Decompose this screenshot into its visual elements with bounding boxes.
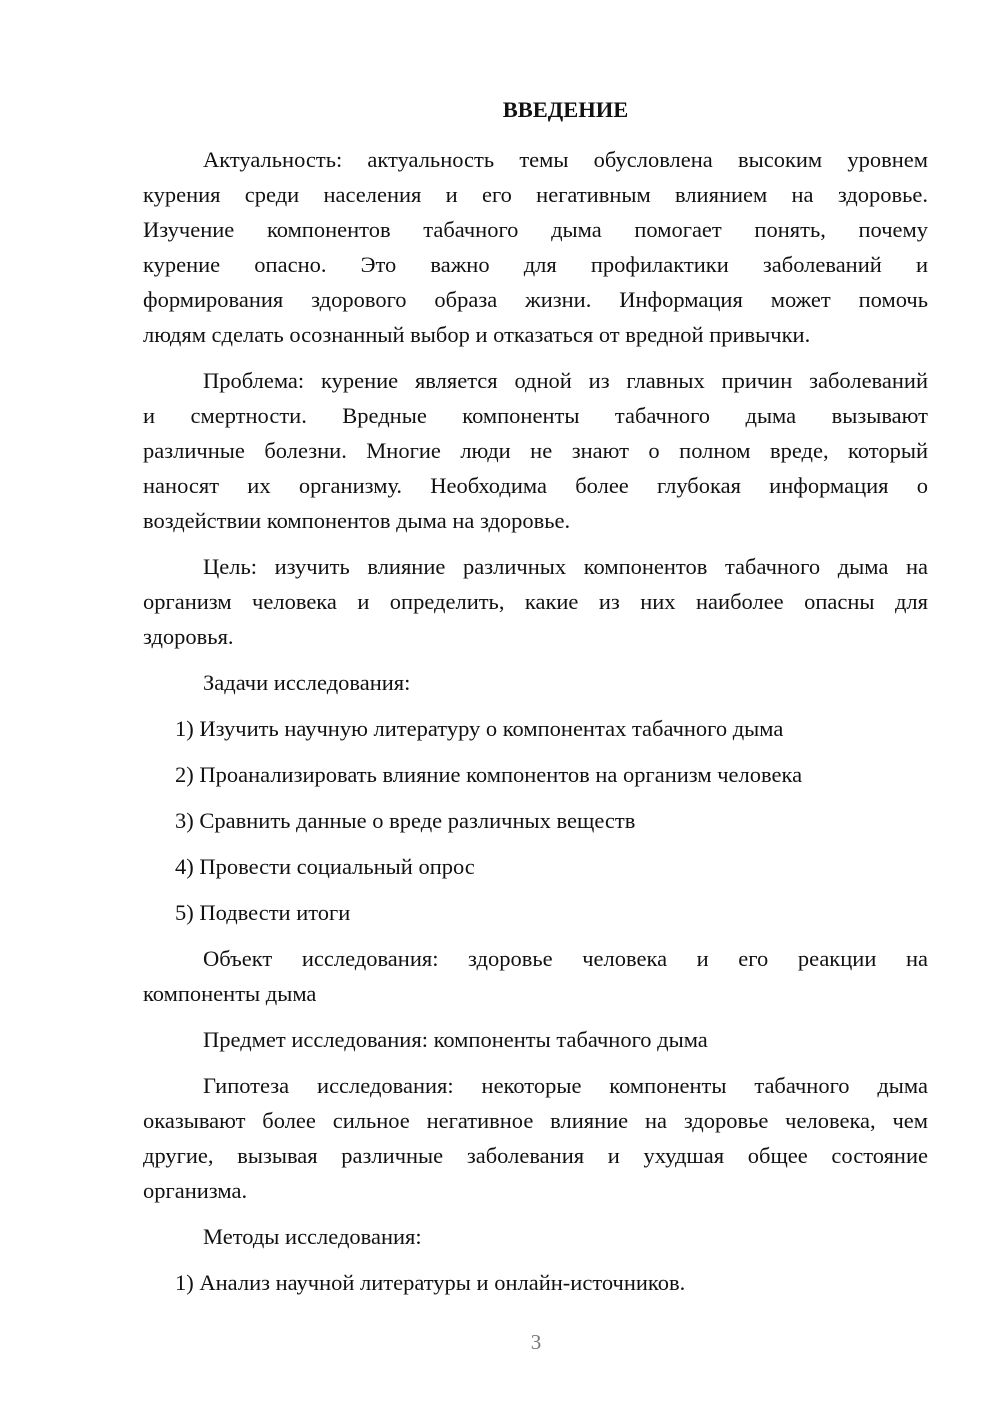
- text-line: здоровья.: [143, 624, 234, 649]
- text-line: курения среди населения и его негативным влиянием на здоровье.: [143, 182, 928, 207]
- text-line: наносят их организму. Необходима более глубокая информация о: [143, 473, 928, 498]
- text-line: Объект исследования: здоровье человека и его реакции на: [203, 946, 928, 971]
- text-line: Задачи исследования:: [203, 670, 411, 695]
- section-title: ВВЕДЕНИЕ: [502, 97, 629, 122]
- paragraph: [143, 549, 928, 654]
- document-body: [143, 142, 928, 1300]
- text-line: людям сделать осознанный выбор и отказаться от вредной привычки.: [143, 322, 811, 347]
- text-line: 5) Подвести итоги: [175, 900, 351, 925]
- text-line: курение опасно. Это важно для профилактики заболеваний и: [143, 252, 928, 277]
- text-line: 1) Изучить научную литературу о компонентах табачного дыма: [175, 716, 784, 741]
- paragraph: [143, 142, 928, 352]
- text-line: и смертности. Вредные компоненты табачного дыма вызывают: [143, 403, 928, 428]
- list-item: [143, 711, 928, 746]
- list-item: [143, 849, 928, 884]
- text-line: 4) Провести социальный опрос: [175, 854, 475, 879]
- text-line: различные болезни. Многие люди не знают о полном вреде, который: [143, 438, 928, 463]
- text-line: Предмет исследования: компоненты табачного дыма: [203, 1027, 708, 1052]
- paragraph: [143, 1022, 928, 1057]
- text-line: Актуальность: актуальность темы обусловлена высоким уровнем: [203, 147, 928, 172]
- text-line: другие, вызывая различные заболевания и ухудшая общее состояние: [143, 1143, 928, 1168]
- page-number: 3: [530, 1330, 542, 1354]
- text-line: Цель: изучить влияние различных компонентов табачного дыма на: [203, 554, 928, 579]
- list-item: [143, 1265, 928, 1300]
- paragraph: [143, 665, 928, 700]
- list-item: [143, 757, 928, 792]
- text-line: организм человека и определить, какие из них наиболее опасны для: [143, 589, 928, 614]
- text-line: 3) Сравнить данные о вреде различных веществ: [175, 808, 636, 833]
- paragraph: [143, 941, 928, 1011]
- text-line: организма.: [143, 1178, 248, 1203]
- text-line: воздействии компонентов дыма на здоровье.: [143, 508, 571, 533]
- text-line: 1) Анализ научной литературы и онлайн-источников.: [175, 1270, 686, 1295]
- text-line: 2) Проанализировать влияние компонентов на организм человека: [175, 762, 803, 787]
- document-page: [143, 92, 928, 1300]
- paragraph: [143, 363, 928, 538]
- text-line: компоненты дыма: [143, 981, 317, 1006]
- text-line: Проблема: курение является одной из главных причин заболеваний: [203, 368, 928, 393]
- text-line: оказывают более сильное негативное влияние на здоровье человека, чем: [143, 1108, 928, 1133]
- text-line: Изучение компонентов табачного дыма помогает понять, почему: [143, 217, 928, 242]
- text-line: формирования здорового образа жизни. Информация может помочь: [143, 287, 928, 312]
- list-item: [143, 895, 928, 930]
- paragraph: [143, 1068, 928, 1208]
- text-line: Методы исследования:: [203, 1224, 422, 1249]
- list-item: [143, 803, 928, 838]
- text-line: Гипотеза исследования: некоторые компоненты табачного дыма: [203, 1073, 928, 1098]
- paragraph: [143, 1219, 928, 1254]
